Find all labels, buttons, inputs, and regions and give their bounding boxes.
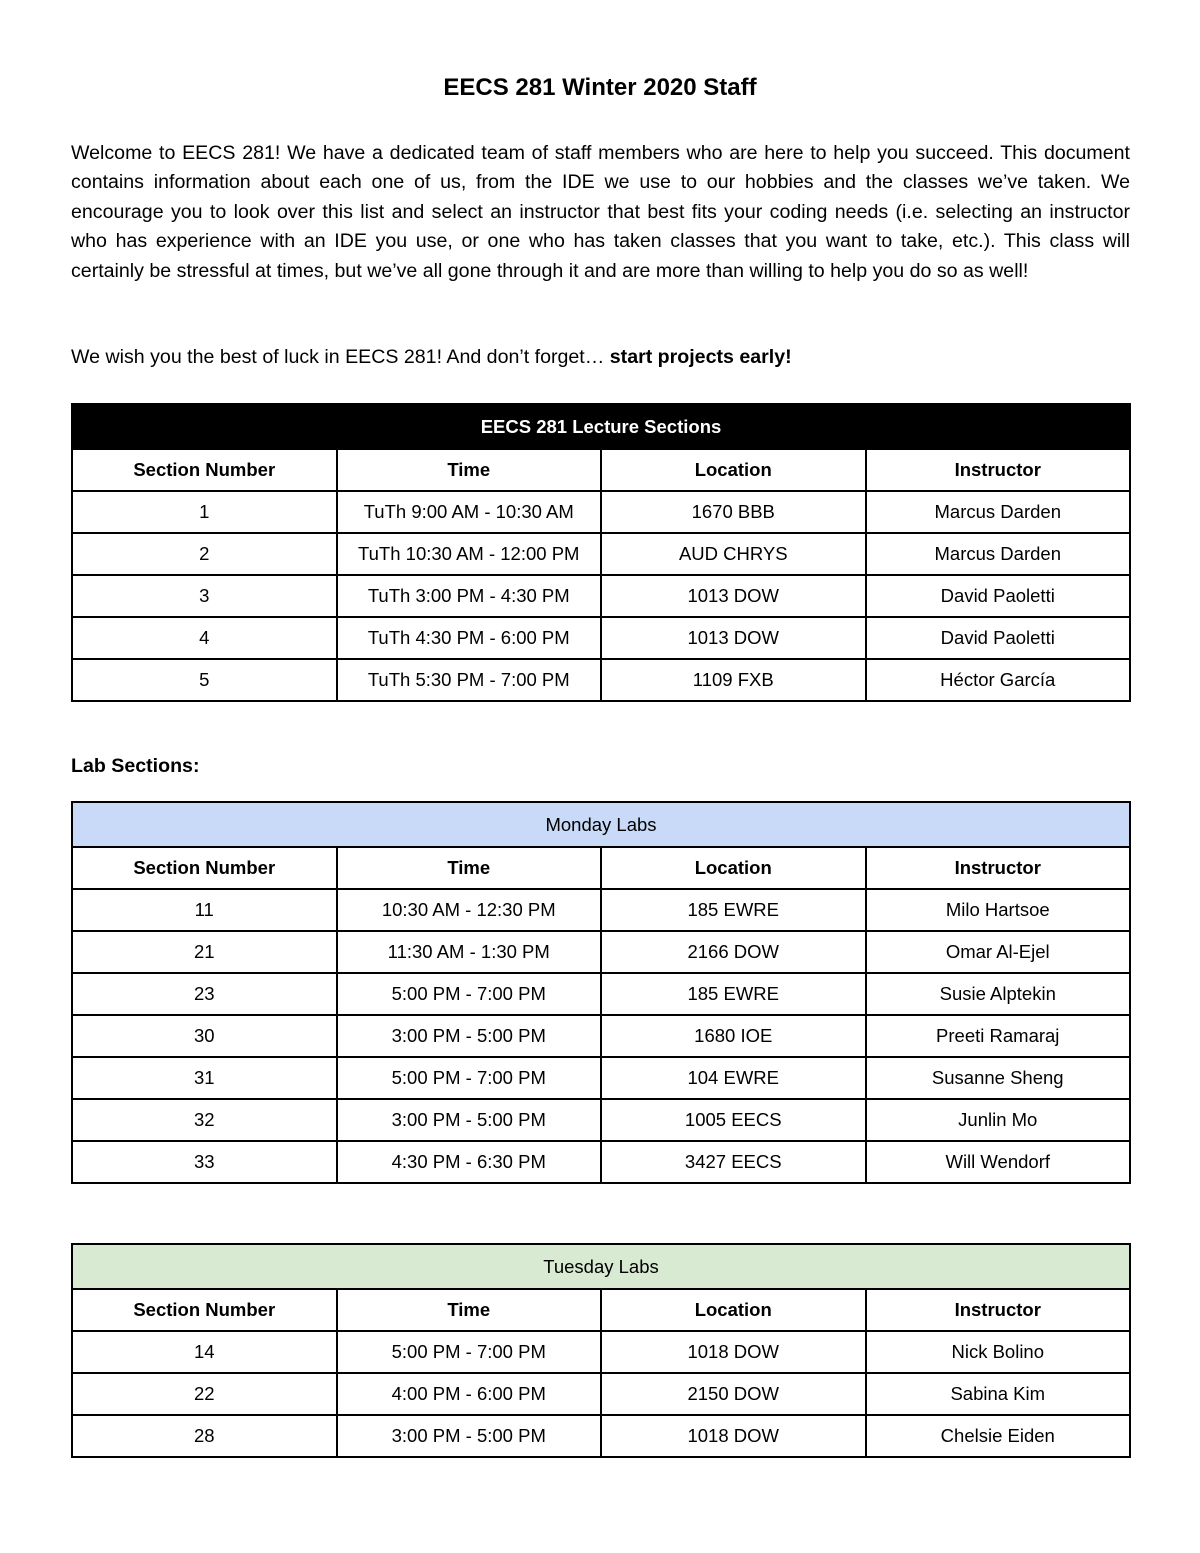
header-location: Location [601,1289,866,1331]
cell-section-number: 31 [72,1057,337,1099]
monday-labs-table [71,801,1131,1184]
cell-section-number: 32 [72,1099,337,1141]
cell-instructor: Junlin Mo [866,1099,1131,1141]
table-row [72,889,1130,931]
cell-location: 1013 DOW [601,575,866,617]
intro-paragraph: Welcome to EECS 281! We have a dedicated team of staff members who are here to help you succeed. This document contains information about each one of us, from the IDE we use to our hobbies and the classes we’ve taken. We encourage you to look over this list and select an instructor that best fits your coding needs (i.e. selecting an instructor who has experience with an IDE you use, or one who has taken classes that you want to take, etc.). This class will certainly be stressful at times, but we’ve all gone through it and are more than willing to help you do so as well! [71,142,1130,282]
table-row [72,491,1130,533]
table-caption: Monday Labs [72,802,1130,847]
header-location: Location [601,449,866,491]
table-header-row [72,1289,1130,1331]
cell-section-number: 2 [72,533,337,575]
cell-instructor: Will Wendorf [866,1141,1131,1183]
cell-section-number: 14 [72,1331,337,1373]
cell-section-number: 11 [72,889,337,931]
header-section-number: Section Number [72,1289,337,1331]
cell-time: 5:00 PM - 7:00 PM [337,1057,602,1099]
cell-instructor: Sabina Kim [866,1373,1131,1415]
cell-location: 185 EWRE [601,889,866,931]
table-row [72,1373,1130,1415]
table-header-row [72,847,1130,889]
cell-time: TuTh 9:00 AM - 10:30 AM [337,491,602,533]
cell-time: TuTh 4:30 PM - 6:00 PM [337,617,602,659]
header-time: Time [337,847,602,889]
cell-instructor: Omar Al-Ejel [866,931,1131,973]
table-row [72,1331,1130,1373]
cell-instructor: Nick Bolino [866,1331,1131,1373]
header-section-number: Section Number [72,847,337,889]
table-header-row [72,449,1130,491]
table-caption-row [72,802,1130,847]
cell-section-number: 28 [72,1415,337,1457]
cell-location: 1013 DOW [601,617,866,659]
cell-time: TuTh 3:00 PM - 4:30 PM [337,575,602,617]
cell-section-number: 5 [72,659,337,701]
wish-emphasis: start projects early! [609,346,792,368]
cell-instructor: Milo Hartsoe [866,889,1131,931]
cell-time: 3:00 PM - 5:00 PM [337,1099,602,1141]
lab-sections-heading: Lab Sections: [71,755,200,777]
header-time: Time [337,1289,602,1331]
cell-location: 2166 DOW [601,931,866,973]
cell-time: 4:30 PM - 6:30 PM [337,1141,602,1183]
table-row [72,659,1130,701]
cell-instructor: Susanne Sheng [866,1057,1131,1099]
cell-section-number: 1 [72,491,337,533]
header-time: Time [337,449,602,491]
table-caption-row [72,404,1130,449]
header-instructor: Instructor [866,847,1131,889]
wish-text: We wish you the best of luck in EECS 281! And don’t forget… [71,346,610,368]
cell-section-number: 3 [72,575,337,617]
cell-location: AUD CHRYS [601,533,866,575]
cell-location: 1680 IOE [601,1015,866,1057]
cell-section-number: 22 [72,1373,337,1415]
table-row [72,973,1130,1015]
cell-location: 1670 BBB [601,491,866,533]
header-instructor: Instructor [866,1289,1131,1331]
cell-time: 4:00 PM - 6:00 PM [337,1373,602,1415]
cell-instructor: Héctor García [866,659,1131,701]
cell-section-number: 23 [72,973,337,1015]
cell-location: 1018 DOW [601,1331,866,1373]
cell-time: TuTh 5:30 PM - 7:00 PM [337,659,602,701]
cell-time: 3:00 PM - 5:00 PM [337,1415,602,1457]
table-row [72,1099,1130,1141]
cell-section-number: 4 [72,617,337,659]
cell-instructor: Marcus Darden [866,533,1131,575]
cell-time: TuTh 10:30 AM - 12:00 PM [337,533,602,575]
cell-location: 3427 EECS [601,1141,866,1183]
cell-time: 3:00 PM - 5:00 PM [337,1015,602,1057]
cell-time: 5:00 PM - 7:00 PM [337,1331,602,1373]
cell-location: 104 EWRE [601,1057,866,1099]
table-row [72,533,1130,575]
header-instructor: Instructor [866,449,1131,491]
cell-instructor: David Paoletti [866,575,1131,617]
cell-location: 1018 DOW [601,1415,866,1457]
cell-location: 1005 EECS [601,1099,866,1141]
table-caption-row [72,1244,1130,1289]
cell-location: 1109 FXB [601,659,866,701]
header-location: Location [601,847,866,889]
table-row [72,1015,1130,1057]
cell-instructor: Chelsie Eiden [866,1415,1131,1457]
cell-section-number: 21 [72,931,337,973]
cell-instructor: David Paoletti [866,617,1131,659]
cell-instructor: Marcus Darden [866,491,1131,533]
table-row [72,1415,1130,1457]
cell-location: 2150 DOW [601,1373,866,1415]
page-title: EECS 281 Winter 2020 Staff [443,74,757,101]
cell-time: 10:30 AM - 12:30 PM [337,889,602,931]
cell-location: 185 EWRE [601,973,866,1015]
lecture-sections-table [71,403,1131,702]
table-row [72,1141,1130,1183]
cell-section-number: 30 [72,1015,337,1057]
table-row [72,617,1130,659]
cell-section-number: 33 [72,1141,337,1183]
table-row [72,1057,1130,1099]
wish-paragraph [71,343,1130,372]
cell-time: 11:30 AM - 1:30 PM [337,931,602,973]
table-row [72,931,1130,973]
table-caption: EECS 281 Lecture Sections [72,404,1130,449]
header-section-number: Section Number [72,449,337,491]
cell-instructor: Susie Alptekin [866,973,1131,1015]
cell-instructor: Preeti Ramaraj [866,1015,1131,1057]
tuesday-labs-table [71,1243,1131,1458]
table-caption: Tuesday Labs [72,1244,1130,1289]
table-row [72,575,1130,617]
cell-time: 5:00 PM - 7:00 PM [337,973,602,1015]
